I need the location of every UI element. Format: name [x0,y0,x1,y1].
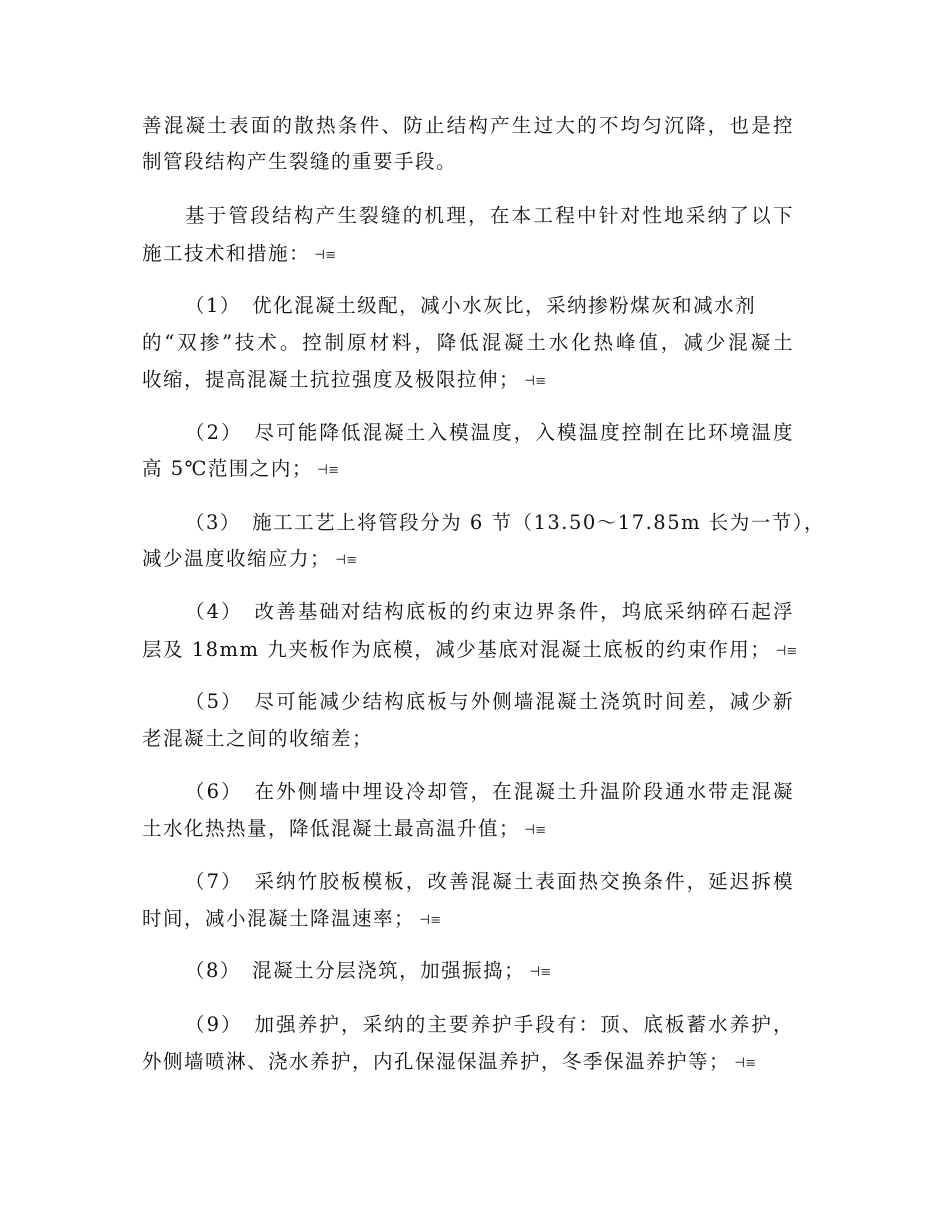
item-6-line-2: 土水化热热量，降低混凝土最高温升值； ⊣≡ [142,817,547,840]
paragraph-mark-icon: ⊣≡ [316,463,339,478]
paragraph-mark-icon: ⊣≡ [335,553,358,568]
item-4-line-2: 层及 18mm 九夹板作为底模，减少基底对混凝土底板的约束作用； ⊣≡ [142,638,798,661]
item-2-line-1: （2） 尽可能降低混凝土入模温度，入模温度控制在比环境温度 [185,421,794,444]
item-1-line-3: 收缩，提高混凝土抗拉强度及极限拉伸； ⊣≡ [142,368,547,391]
paragraph-measures-intro-line-2: 施工技术和措施： ⊣≡ [142,242,337,265]
paragraph-mark-icon: ⊣≡ [314,248,337,263]
paragraph-intro-line-1: 善混凝土表面的散热条件、防止结构产生过大的不均匀沉降，也是控 [142,114,794,137]
item-8-line-1: （8） 混凝土分层浇筑，加强振捣； ⊣≡ [185,959,552,982]
item-1-line-1: （1） 优化混凝土级配，减小水灰比，采纳掺粉煤灰和减水剂 [185,294,757,317]
item-2-line-2: 高 5℃范围之内； ⊣≡ [142,457,339,480]
item-3-line-1: （3） 施工工艺上将管段分为 6 节（13.50～17.85m 长为一节）， [185,511,826,534]
paragraph-mark-icon: ⊣≡ [734,1056,757,1071]
paragraph-mark-icon: ⊣≡ [529,965,552,980]
paragraph-mark-icon: ⊣≡ [419,913,442,928]
paragraph-measures-intro-line-1: 基于管段结构产生裂缝的机理，在本工程中针对性地采纳了以下 [185,204,794,227]
item-9-line-1: （9） 加强养护，采纳的主要养护手段有：顶、底板蓄水养护， [185,1013,794,1036]
item-1-line-2: 的“双掺”技术。控制原材料，降低混凝土水化热峰值，减少混凝土 [142,331,794,354]
paragraph-mark-icon: ⊣≡ [524,823,547,838]
item-6-line-1: （6） 在外侧墙中埋设冷却管，在混凝土升温阶段通水带走混凝 [185,780,794,803]
paragraph-mark-icon: ⊣≡ [524,374,547,389]
item-7-line-1: （7） 采纳竹胶板模板，改善混凝土表面热交换条件，延迟拆模 [185,870,794,893]
item-7-line-2: 时间，减小混凝土降温速率； ⊣≡ [142,907,442,930]
item-9-line-2: 外侧墙喷淋、浇水养护，内孔保湿保温养护，冬季保温养护等； ⊣≡ [142,1050,757,1073]
paragraph-mark-icon: ⊣≡ [775,644,798,659]
item-4-line-1: （4） 改善基础对结构底板的约束边界条件，坞底采纳碎石起浮 [185,600,794,623]
paragraph-intro-line-2: 制管段结构产生裂缝的重要手段。 [142,150,458,173]
item-5-line-2: 老混凝土之间的收缩差； [142,727,374,750]
item-5-line-1: （5） 尽可能减少结构底板与外侧墙混凝土浇筑时间差，减少新 [185,690,794,713]
item-3-line-2: 减少温度收缩应力； ⊣≡ [142,547,358,570]
